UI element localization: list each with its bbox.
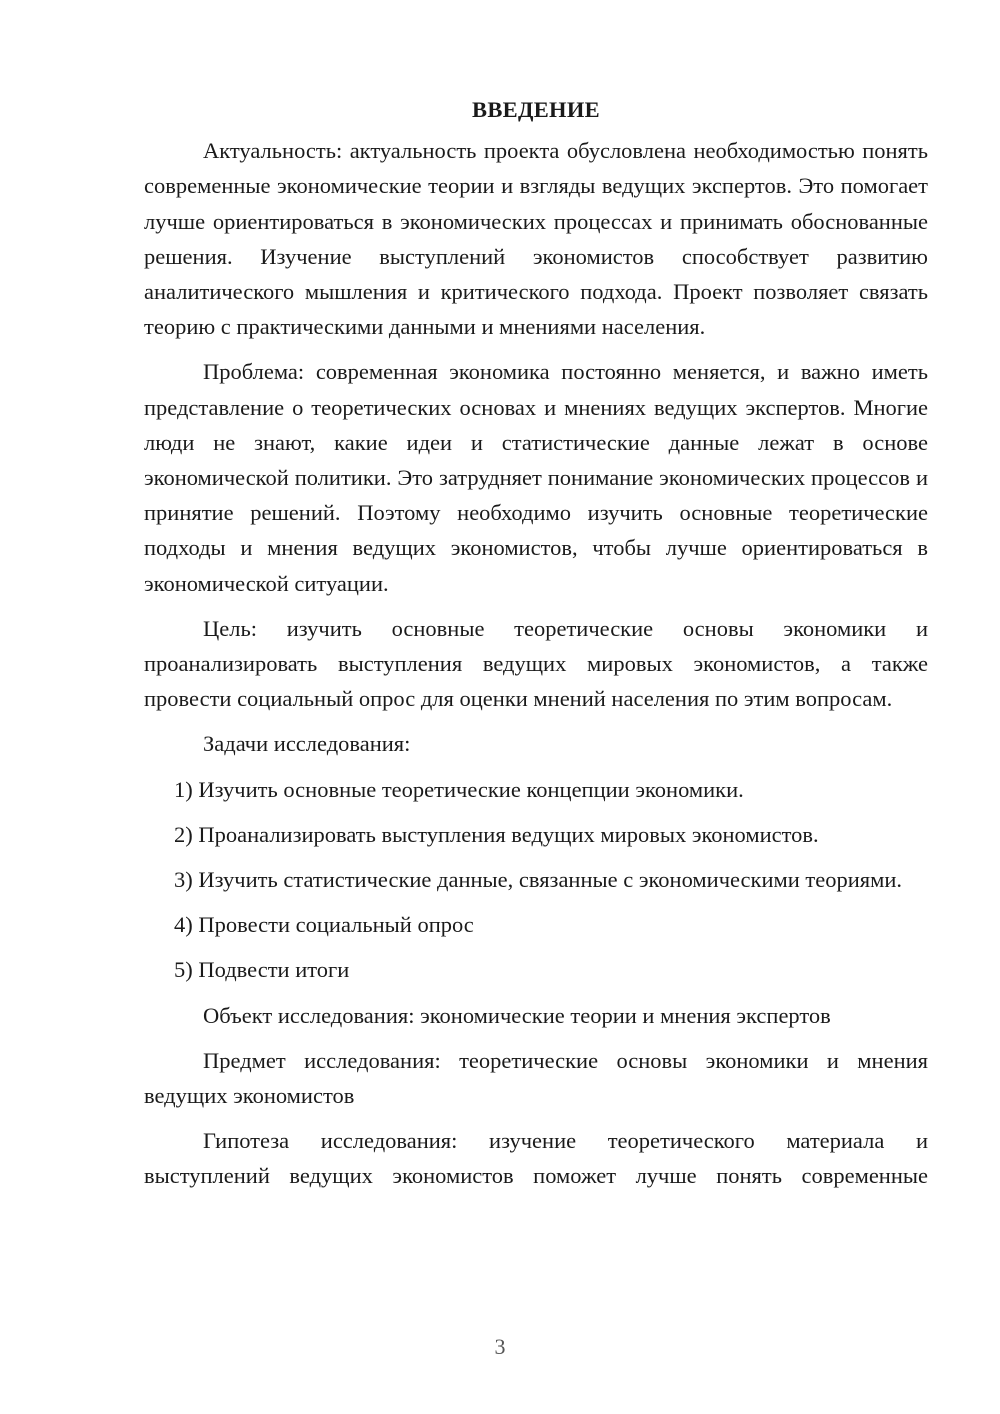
problem-paragraph: Проблема: современная экономика постоянно меняется, и важно иметь представление о теоретических основах и мнениях ведущих экспертов. Многие люди не знают, какие идеи и статистические данные лежат в основе экономической политики. Это затрудняет понимание экономических процессов и принятие решений. Поэтому необходимо изучить основные теоретические подходы и мнения ведущих экономистов, чтобы лучше ориентироваться в экономической ситуации. bbox=[144, 359, 928, 596]
page-number: 3 bbox=[494, 1334, 506, 1359]
research-subject: Предмет исследования: теоретические основы экономики и мнения ведущих экономистов bbox=[144, 1047, 928, 1109]
tasks-heading: Задачи исследования: bbox=[203, 731, 411, 757]
document-page bbox=[144, 92, 928, 1204]
task-item: 2) Проанализировать выступления ведущих мировых экономистов. bbox=[174, 821, 819, 847]
task-item: 1) Изучить основные теоретические концепции экономики. bbox=[174, 776, 744, 802]
research-hypothesis: Гипотеза исследования: изучение теоретического материала и выступлений ведущих экономистов поможет лучше понять современные bbox=[144, 1128, 928, 1189]
task-item: 3) Изучить статистические данные, связанные с экономическими теориями. bbox=[174, 867, 903, 893]
task-item: 4) Провести социальный опрос bbox=[174, 912, 474, 938]
task-item: 5) Подвести итоги bbox=[174, 957, 350, 983]
research-object: Объект исследования: экономические теории и мнения экспертов bbox=[203, 1002, 831, 1028]
relevance-paragraph: Актуальность: актуальность проекта обусловлена необходимостью понять современные экономические теории и взгляды ведущих экспертов. Это помогает лучше ориентироваться в экономических процессах и принимать обоснованные решения. Изучение выступлений экономистов способствует развитию аналитического мышления и критического подхода. Проект позволяет связать теорию с практическими данными и мнениями населения. bbox=[144, 138, 928, 340]
section-title: ВВЕДЕНИЕ bbox=[472, 97, 600, 122]
goal-paragraph: Цель: изучить основные теоретические основы экономики и проанализировать выступления ведущих мировых экономистов, а также провести социальный опрос для оценки мнений населения по этим вопросам. bbox=[144, 615, 928, 712]
